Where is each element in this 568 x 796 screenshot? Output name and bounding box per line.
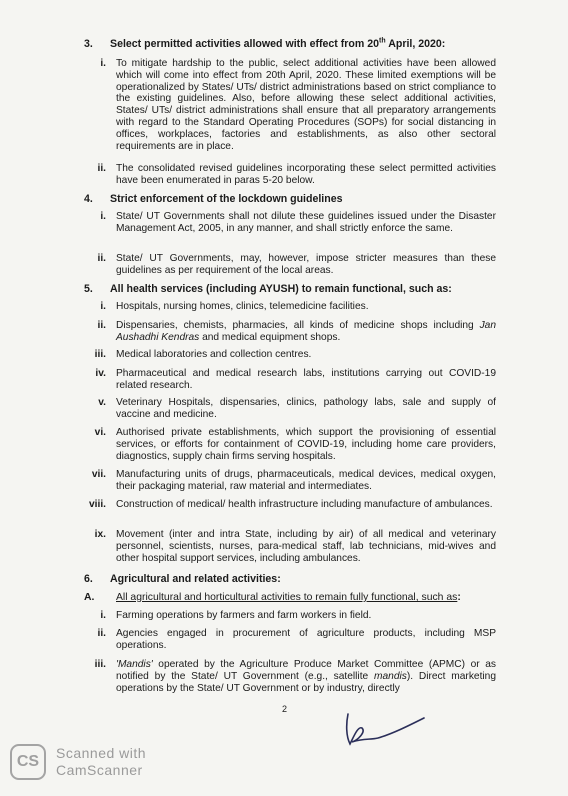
section-title: Select permitted activities allowed with effect from 20th April, 2020: bbox=[110, 37, 446, 50]
page-number: 2 bbox=[282, 704, 288, 714]
camscanner-logo: CS bbox=[10, 744, 46, 780]
list-item: viii. Construction of medical/ health infrastructure including manufacture of ambulances. bbox=[89, 499, 493, 510]
list-item: ii. The consolidated revised guidelines incorporating these select permitted activities have been enumerated in paras 5-20 below. bbox=[97, 163, 496, 186]
list-item: ii. Dispensaries, chemists, pharmacies, all kinds of medicine shops including Jan Aushadhi Kendras and medical equipment shops. bbox=[97, 320, 496, 343]
camscanner-watermark: CS Scanned with CamScanner bbox=[10, 744, 146, 780]
list-item: i. State/ UT Governments shall not dilute these guidelines issued under the Disaster Management Act, 2005, in any manner, and shall strictly enforce the same. bbox=[100, 211, 496, 234]
list-item: iv. Pharmaceutical and medical research labs, institutions carrying out COVID-19 related research. bbox=[95, 368, 496, 391]
signature-icon bbox=[340, 710, 430, 750]
list-item: i. Hospitals, nursing homes, clinics, telemedicine facilities. bbox=[100, 301, 369, 312]
subsection-a-heading: A. All agricultural and horticultural activities to remain fully functional, such as: bbox=[84, 592, 461, 603]
list-item: i. Farming operations by farmers and farm workers in field. bbox=[100, 610, 372, 621]
list-item: ix. Movement (inter and intra State, including by air) of all medical and veterinary personnel, scientists, nurses, para-medical staff, lab technicians, mid-wives and other hospital support services, including ambulances. bbox=[94, 529, 496, 564]
list-item: vi. Authorised private establishments, which support the provisioning of essential services, or efforts for containment of COVID-19, including home care providers, diagnostics, supply chain firms serving hospitals. bbox=[94, 427, 496, 462]
section-number: 3. bbox=[84, 38, 93, 50]
list-item: ii. Agencies engaged in procurement of agriculture products, including MSP operations. bbox=[97, 628, 496, 651]
list-item: v. Veterinary Hospitals, dispensaries, clinics, pathology labs, sale and supply of vaccine and medicine. bbox=[98, 397, 496, 420]
section-4-heading: 4. Strict enforcement of the lockdown guidelines bbox=[84, 193, 343, 205]
list-item: i. To mitigate hardship to the public, select additional activities have been allowed which will come into effect from 20th April, 2020. These limited exemptions will be operationalized by States/ UTs/ district administrations based on strict compliance to the existing guidelines. Also, before allowing these select additional activities, States/ UTs/ district administrations shall ensure that all preparatory arrangements with regard to the Standard Operating Procedures (SOPs) for social distancing in offices, workplaces, factories and establishments, as also other sectoral requirements are in place. bbox=[100, 58, 496, 152]
list-item: iii. 'Mandis' operated by the Agriculture Produce Market Committee (APMC) or as notified by the State/ UT Government (e.g., satellite mandis). Direct marketing operations by the State/ UT Government or by industry, directly bbox=[94, 659, 496, 694]
list-item: vii. Manufacturing units of drugs, pharmaceuticals, medical devices, medical oxygen, their packaging material, raw material and intermediates. bbox=[91, 469, 496, 492]
list-item: iii. Medical laboratories and collection centres. bbox=[94, 349, 312, 360]
list-item: ii. State/ UT Governments, may, however, impose stricter measures than these guidelines as per requirement of the local areas. bbox=[97, 253, 496, 276]
section-5-heading: 5. All health services (including AYUSH) to remain functional, such as: bbox=[84, 283, 452, 295]
section-6-heading: 6. Agricultural and related activities: bbox=[84, 573, 281, 585]
section-3-heading bbox=[84, 38, 504, 51]
